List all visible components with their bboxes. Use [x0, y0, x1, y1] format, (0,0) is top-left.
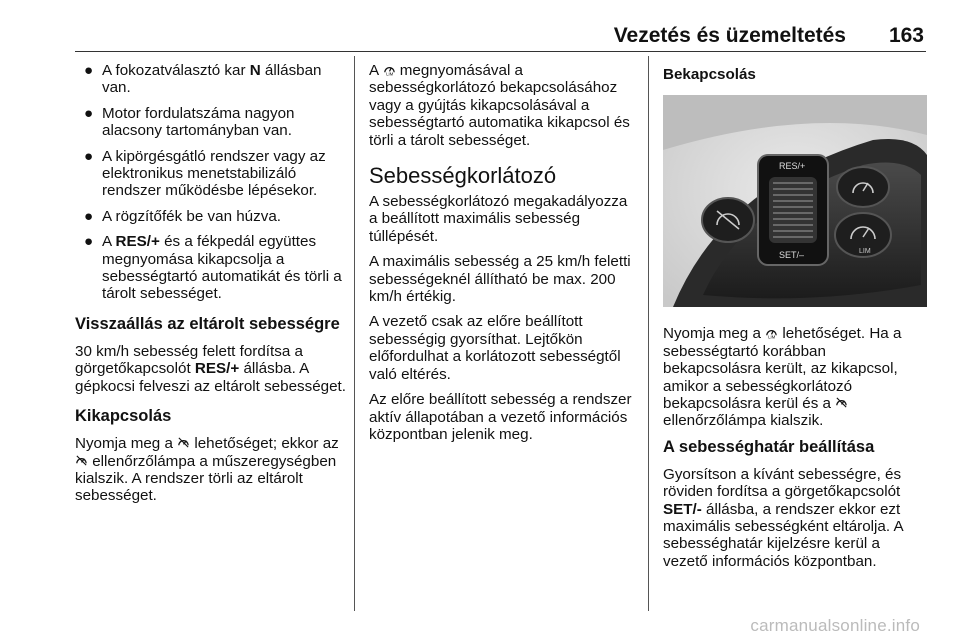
list-item: ● A kipörgésgátló rendszer vagy az elektronikus menetstabilizáló rendszer működésbe lépésekor.: [84, 147, 326, 200]
list-item: ● A fokozatválasztó kar N állásban van.: [84, 62, 322, 97]
cruise-off-icon: [835, 396, 848, 409]
set-label: SET/–: [779, 250, 805, 261]
speed-limiter-icon: [765, 326, 778, 339]
paragraph: A sebességkorlátozó megakadályozza a beállított maximális sebesség túllépését.: [369, 193, 628, 245]
section-heading-on: Bekapcsolás: [663, 66, 756, 83]
list-item: ● A rögzítőfék be van húzva.: [84, 207, 281, 225]
page-title: Vezetés és üzemeltetés: [613, 24, 846, 47]
page-header: [75, 24, 926, 50]
svg-text:LIM: LIM: [385, 71, 393, 76]
section-heading-restore: Visszaállás az eltárolt sebességre: [75, 314, 340, 333]
condition-list: [75, 62, 347, 303]
paragraph: 30 km/h sebesség felett fordítsa a görgetőkapcsolót RES/+ állásba. A gépkocsi felveszi az eltárolt sebességet.: [75, 342, 346, 395]
cruise-off-icon: [75, 454, 88, 467]
paragraph: Az előre beállított sebesség a rendszer aktív állapotában a vezető információs központban jelenik meg.: [369, 391, 632, 443]
svg-text:LIM: LIM: [768, 334, 776, 340]
section-heading-off: Kikapcsolás: [75, 407, 172, 426]
watermark: carmanualsonline.info: [750, 616, 920, 635]
steering-wheel-controls-photo: [663, 95, 927, 307]
column-2: [369, 62, 635, 451]
cruise-off-icon: [177, 436, 190, 449]
column-1: [75, 62, 347, 513]
paragraph: Nyomja meg a LIM lehetőséget. Ha a sebességtartó korábban bekapcsolásra került, az kikapcsol, amikor a sebességkorlátozó bekapcsolásra kerül és a ellenőrzőlámpa kialszik.: [663, 325, 902, 430]
paragraph: A maximális sebesség a 25 km/h feletti sebességeknél állítható be max. 200 km/h értékig.: [369, 253, 631, 306]
res-label: RES/+: [779, 161, 806, 172]
section-heading-limiter: Sebességkorlátozó: [369, 163, 557, 189]
column-3: [663, 62, 927, 578]
section-heading-set-limit: A sebességhatár beállítása: [663, 437, 875, 456]
lim-label: LIM: [859, 248, 871, 256]
list-item: ● Motor fordulatszáma nagyon alacsony tartományban van.: [84, 104, 295, 140]
column-divider-2: [648, 56, 649, 611]
column-divider-1: [354, 56, 355, 611]
paragraph: A LIM megnyomásával a sebességkorlátozó bekapcsolásához vagy a gyújtás kikapcsolásával a sebességtartó automatika kikapcsol és törli a tárolt sebességet.: [369, 62, 630, 149]
paragraph: A vezető csak az előre beállított sebességig gyorsíthat. Lejtőkön előfordulhat a korlátozott sebességtől való eltérés.: [369, 313, 621, 383]
header-divider: [75, 51, 926, 52]
paragraph: Gyorsítson a kívánt sebességre, és röviden fordítsa a görgetőkapcsolót SET/- állásba, a rendszer ekkor ezt maximális sebességként eltárolja. A sebességhatár kijelzésre kerül a vezető információs központban.: [663, 465, 903, 570]
paragraph: Nyomja meg a lehetőséget; ekkor az ellenőrzőlámpa a műszeregységben kialszik. A rendszer törli az eltárolt sebességet.: [75, 435, 339, 505]
page-number: 163: [888, 24, 924, 47]
speed-limiter-icon: [383, 63, 396, 76]
list-item: ● A RES/+ és a fékpedál együttes megnyomása kikapcsolja a sebességtartó automatikát és törli a tárolt sebességet.: [84, 233, 342, 303]
